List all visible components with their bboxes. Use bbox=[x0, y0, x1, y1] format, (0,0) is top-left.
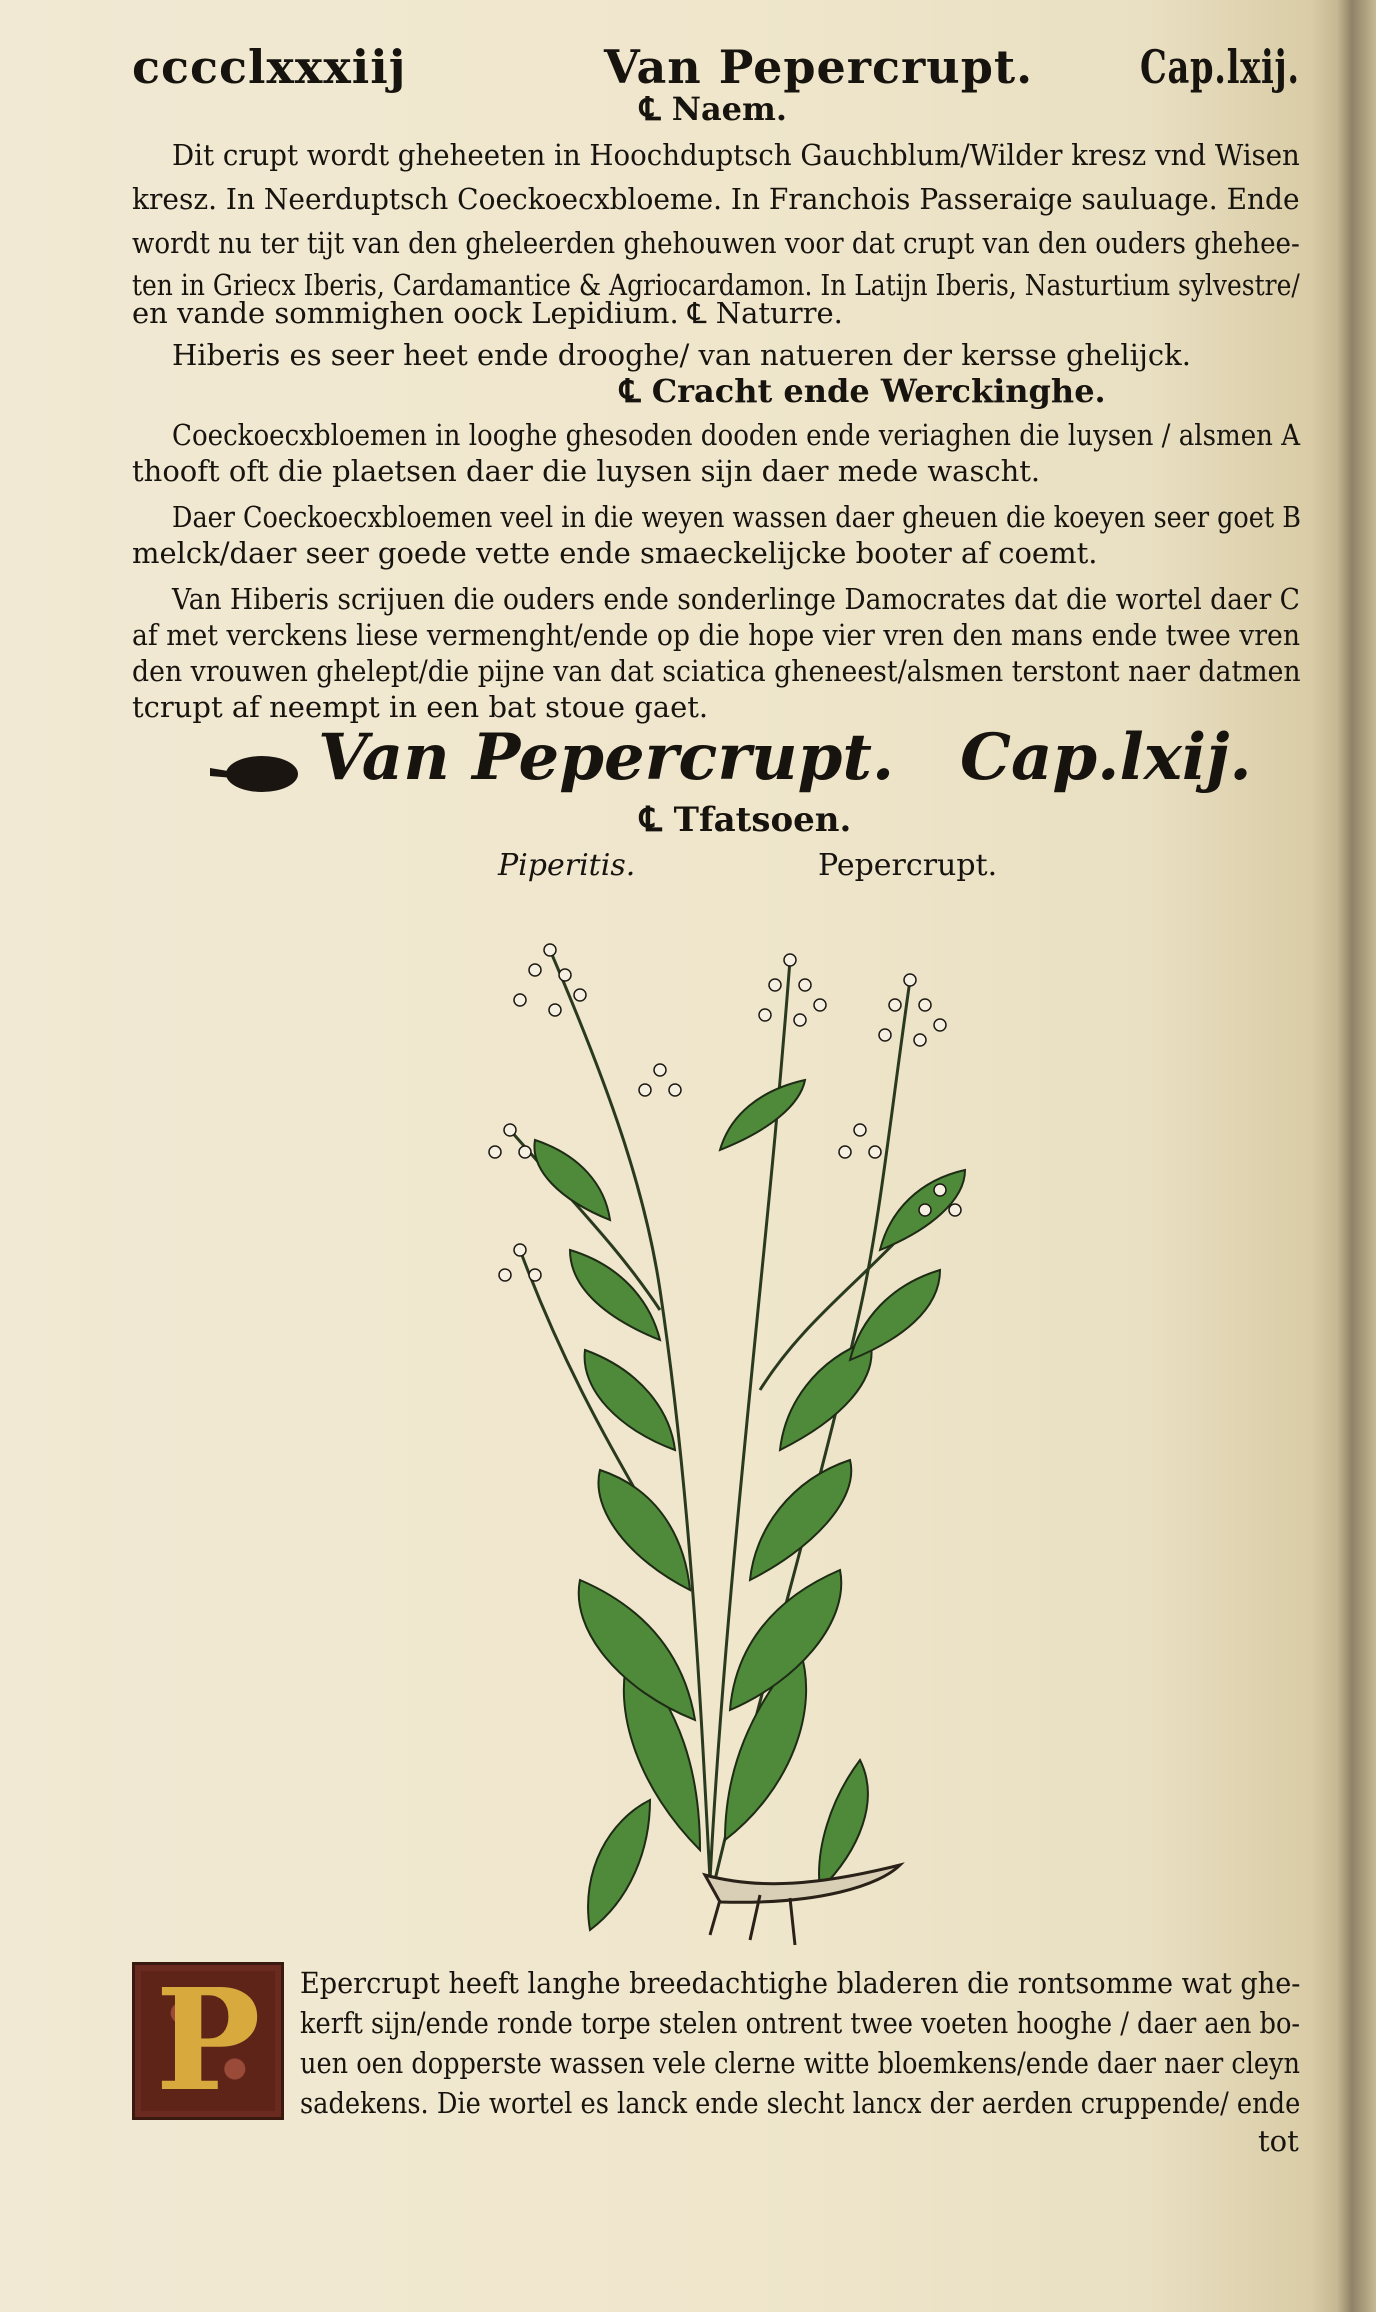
text-line: sadekens. Die wortel es lanck ende slecht lancx der aerden cruppende/ ende bbox=[300, 2086, 1301, 2120]
cracht-heading: ℄ Cracht ende Werckinghe. bbox=[620, 372, 1106, 410]
text-line: tcrupt af neempt in een bat stoue gaet. bbox=[132, 690, 709, 724]
naem-heading: ℄ Naem. bbox=[640, 90, 788, 128]
text-line: melck/daer seer goede vette ende smaeckelijcke booter af coemt. bbox=[132, 536, 1098, 570]
running-title: Van Pepercrupt. bbox=[604, 40, 1034, 94]
text-line: Coeckoecxbloemen in looghe ghesoden dooden ende veriaghen die luysen / alsmen A bbox=[172, 418, 1301, 452]
initial-letter: P bbox=[155, 1959, 261, 2123]
text-line: Epercrupt heeft langhe breedachtighe bladeren die rontsomme wat ghe- bbox=[300, 1966, 1301, 2000]
text-line: wordt nu ter tijt van den gheleerden ghehouwen voor dat crupt van den ouders ghehee- bbox=[132, 226, 1300, 260]
text-line: af met verckens liese vermenght/ende op die hope vier vren den mans ende twee vren bbox=[132, 618, 1300, 652]
pointing-hand-icon bbox=[210, 752, 300, 796]
text-line: Van Hiberis scrijuen die ouders ende sonderlinge Damocrates dat die wortel daer C bbox=[172, 582, 1300, 616]
text-line: Daer Coeckoecxbloemen veel in die weyen wassen daer gheuen die koeyen seer goet B bbox=[172, 500, 1301, 534]
plant-illustration bbox=[460, 890, 1020, 1960]
text-line: uen oen dopperste wassen vele clerne witte bloemkens/ende daer naer cleyn bbox=[300, 2046, 1300, 2080]
text-line: thooft oft die plaetsen daer die luysen sijn daer mede wascht. bbox=[132, 454, 1041, 488]
caption-latin: Piperitis. bbox=[498, 848, 636, 883]
book-gutter bbox=[1336, 0, 1376, 2312]
text-line: Dit crupt wordt gheheeten in Hoochduptsch Gauchblum/Wilder kresz vnd Wisen bbox=[172, 138, 1300, 172]
nature-line: Hiberis es seer heet ende drooghe/ van natueren der kersse ghelijck. bbox=[172, 338, 1191, 372]
text-line: den vrouwen ghelept/die pijne van dat sciatica gheneest/alsmen terstont naer datmen bbox=[132, 654, 1301, 688]
text-line: kresz. In Neerduptsch Coeckoecxbloeme. In Franchois Passeraige sauluage. Ende bbox=[132, 182, 1300, 216]
chapter-title: Van Pepercrupt. bbox=[318, 720, 895, 795]
caption-dutch: Pepercrupt. bbox=[818, 848, 998, 883]
chapter-reference: Cap.lxij. bbox=[1140, 40, 1300, 94]
text-line: en vande sommighen oock Lepidium. ℄ Naturre. bbox=[132, 296, 843, 330]
fatsoen-heading: ℄ Tfatsoen. bbox=[640, 800, 852, 840]
decorated-initial bbox=[132, 1959, 284, 2123]
catchword: tot bbox=[1258, 2124, 1299, 2158]
folio-number: cccclxxxiij bbox=[132, 40, 407, 94]
text-line: kerft sijn/ende ronde torpe stelen ontrent twee voeten hooghe / daer aen bo- bbox=[300, 2006, 1301, 2040]
chapter-number: Cap.lxij. bbox=[960, 720, 1252, 795]
text-line: ten in Griecx Iberis, Cardamantice & Agriocardamon. In Latijn Iberis, Nasturtium sylvestre/ bbox=[132, 268, 1300, 302]
